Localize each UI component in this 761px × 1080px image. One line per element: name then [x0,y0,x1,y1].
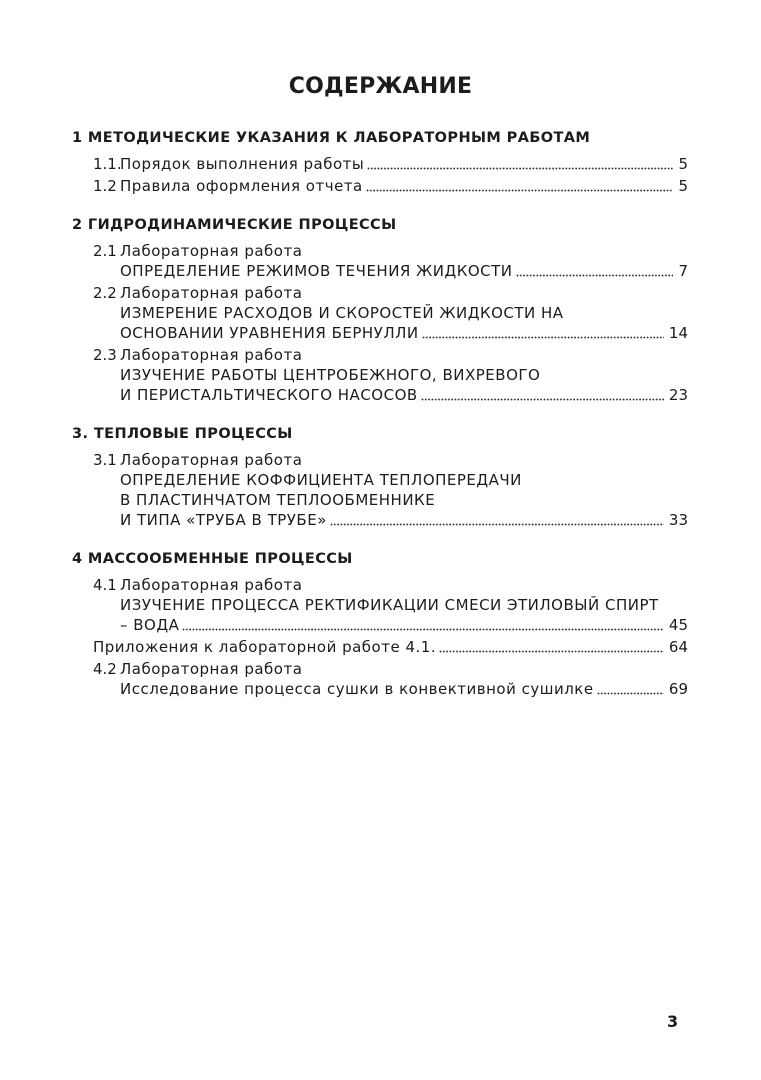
toc-entry-2-3 [72,345,688,405]
entry-title: ОПРЕДЕЛЕНИЕ РЕЖИМОВ ТЕЧЕНИЯ ЖИДКОСТИ [120,262,513,280]
entry-last-line [120,510,688,530]
page-ref: 64 [668,638,688,656]
entry-line: Лабораторная работа [120,284,303,302]
entry-text [120,241,688,281]
entry-number: 1.2 [93,177,117,195]
entry-title: Приложения к лабораторной работе 4.1. [93,638,437,656]
section-heading: 2 ГИДРОДИНАМИЧЕСКИЕ ПРОЦЕССЫ [72,217,397,233]
entry-title: Порядок выполнения работы [120,155,365,173]
entry-line: ИЗУЧЕНИЕ РАБОТЫ ЦЕНТРОБЕЖНОГО, ВИХРЕВОГО [120,366,541,384]
entry-line: Лабораторная работа [120,242,303,260]
toc-entry-2-1 [72,241,688,281]
entry-line: ИЗУЧЕНИЕ ПРОЦЕССА РЕКТИФИКАЦИИ СМЕСИ ЭТИЛОВЫЙ СПИРТ [120,596,659,614]
page-ref: 14 [668,324,688,342]
toc-section-3 [72,424,688,530]
entry-text [120,345,688,405]
entry-line: ОПРЕДЕЛЕНИЕ КОФФИЦИЕНТА ТЕПЛОПЕРЕДАЧИ [120,471,522,489]
page-ref: 5 [678,177,688,195]
entry-last-line [120,385,688,405]
entry-text [120,450,688,530]
dot-leader [516,274,674,277]
entry-title: ОСНОВАНИИ УРАВНЕНИЯ БЕРНУЛЛИ [120,324,419,342]
entry-text [120,154,688,174]
entry-line: Лабораторная работа [120,576,303,594]
entry-line: В ПЛАСТИНЧАТОМ ТЕПЛООБМЕННИКЕ [120,491,436,509]
toc-entry-4-1 [72,575,688,635]
dot-leader [422,336,664,339]
page-ref: 45 [668,616,688,634]
dot-leader [421,398,664,401]
dot-leader [597,692,664,695]
entry-text [120,283,688,343]
entry-last-line [120,261,688,281]
entry-last-line [120,323,688,343]
toc-section-4 [72,549,688,699]
section-heading: 3. ТЕПЛОВЫЕ ПРОЦЕССЫ [72,426,293,442]
toc-entry-1-2 [72,176,688,196]
entry-number: 3.1 [93,451,117,469]
toc-entry-3-1 [72,450,688,530]
toc-entry-appendix-4-1 [72,637,688,657]
entry-number: 1.1. [93,155,122,173]
toc-section-1 [72,128,688,196]
entry-title: Исследование процесса сушки в конвективной сушилке [120,680,594,698]
toc-entry-2-2 [72,283,688,343]
page-ref: 5 [678,155,688,173]
page-ref: 23 [668,386,688,404]
entry-last-line [93,637,688,657]
page-ref: 69 [668,680,688,698]
entry-title: И ТИПА «ТРУБА В ТРУБЕ» [120,511,327,529]
dot-leader [330,523,664,526]
dot-leader [439,650,664,653]
table-of-contents [72,128,688,718]
toc-entry-4-2 [72,659,688,699]
section-heading: 4 МАССООБМЕННЫЕ ПРОЦЕССЫ [72,551,353,567]
dot-leader [182,628,664,631]
page-ref: 33 [668,511,688,529]
entry-number: 2.3 [93,346,117,364]
entry-text [120,176,688,196]
entry-number: 2.2 [93,284,117,302]
entry-text [120,659,688,699]
entry-number: 4.1 [93,576,117,594]
entry-line: Лабораторная работа [120,660,303,678]
entry-title: И ПЕРИСТАЛЬТИЧЕСКОГО НАСОСОВ [120,386,418,404]
entry-last-line [120,176,688,196]
entry-title: – ВОДА [120,616,180,634]
page-title: СОДЕРЖАНИЕ [288,74,473,99]
entry-line: Лабораторная работа [120,451,303,469]
toc-section-2 [72,215,688,405]
entry-line: Лабораторная работа [120,346,303,364]
page-ref: 7 [678,262,688,280]
section-heading: 1 МЕТОДИЧЕСКИЕ УКАЗАНИЯ К ЛАБОРАТОРНЫМ РАБОТАМ [72,130,591,146]
entry-text [120,575,688,635]
entry-number: 2.1 [93,242,117,260]
entry-text [93,637,688,657]
entry-last-line [120,615,688,635]
entry-last-line [120,154,688,174]
toc-entry-1-1 [72,154,688,174]
entry-title: Правила оформления отчета [120,177,363,195]
page-number: 3 [667,1012,679,1031]
dot-leader [366,189,674,192]
entry-last-line [120,679,688,699]
entry-number: 4.2 [93,660,117,678]
entry-line: ИЗМЕРЕНИЕ РАСХОДОВ И СКОРОСТЕЙ ЖИДКОСТИ НА [120,304,564,322]
dot-leader [367,167,673,170]
